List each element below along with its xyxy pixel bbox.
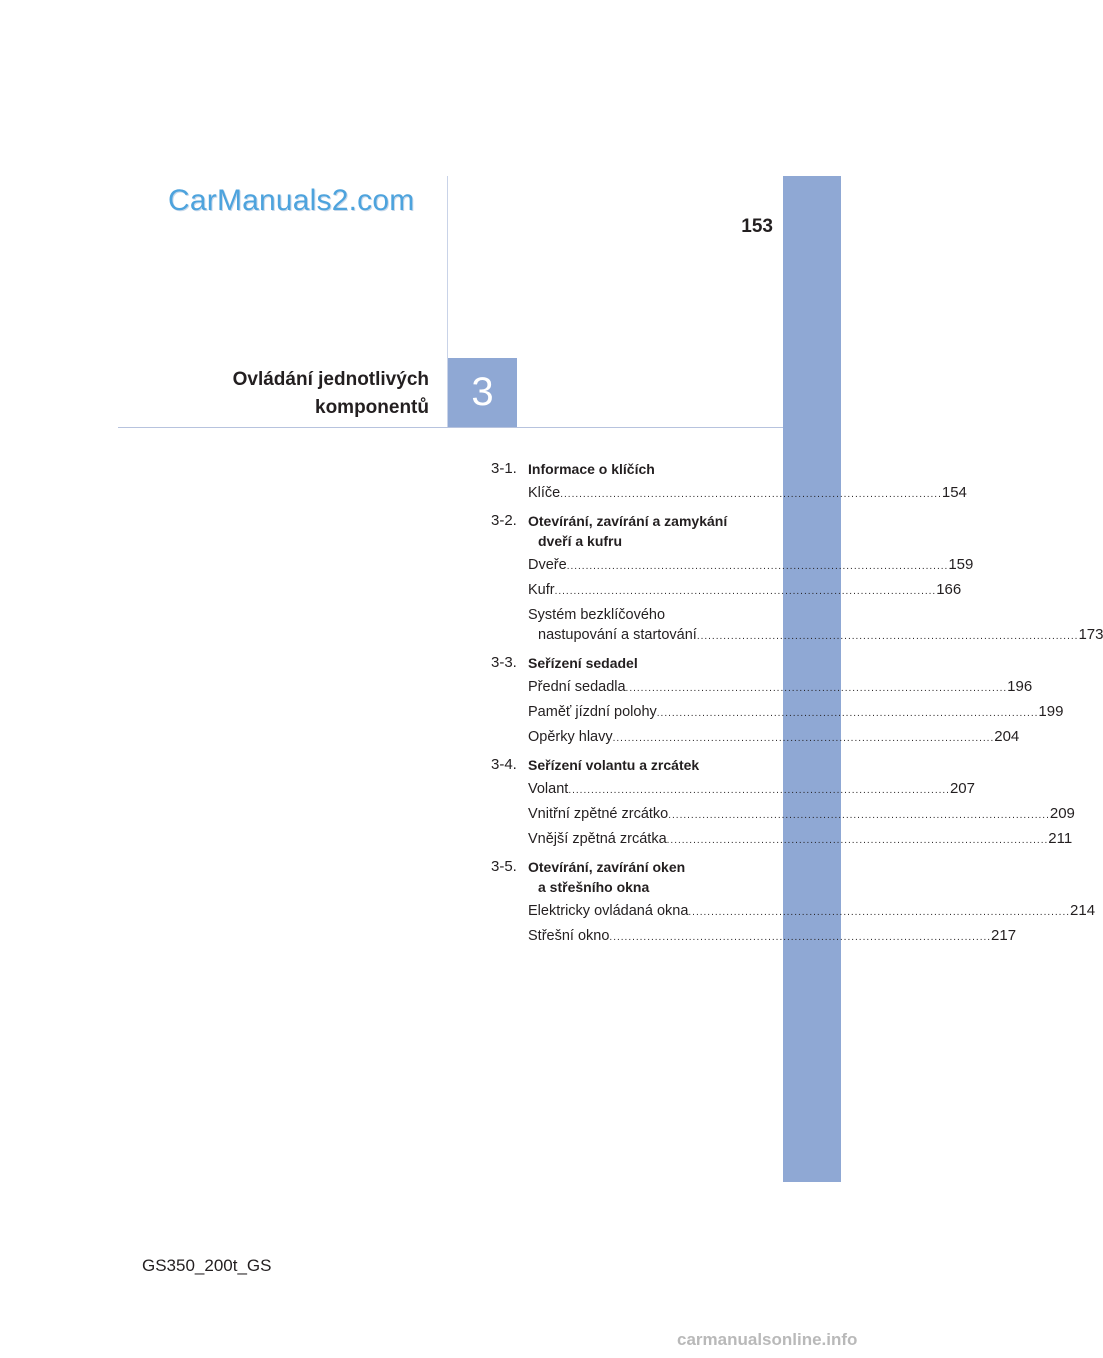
leader-dots: ..................................................................................................... <box>688 907 1071 918</box>
toc-entry[interactable] <box>528 580 962 600</box>
entry-title: Klíče <box>528 485 561 501</box>
section-number: 3-3. <box>491 654 517 671</box>
leader-dots: ..................................................................................................... <box>625 683 1008 694</box>
entry-page: 217 <box>991 927 1017 944</box>
entry-page: 211 <box>1048 830 1073 847</box>
entry-title: Opěrky hlavy <box>528 729 613 745</box>
section-title <box>528 857 685 897</box>
toc-section-heading[interactable] <box>491 857 739 897</box>
section-title <box>528 511 727 551</box>
toc-section <box>491 653 1064 747</box>
section-title <box>528 653 638 673</box>
entry-title: Volant <box>528 781 569 797</box>
toc-entry[interactable] <box>528 779 975 799</box>
leader-dots: ..................................................................................................... <box>696 631 1079 642</box>
section-title-line: Seřízení volantu a zrcátek <box>528 757 700 773</box>
toc-section <box>491 511 1103 645</box>
entry-page: 214 <box>1070 902 1096 919</box>
leader-dots: ..................................................................................................... <box>566 561 949 572</box>
section-title-line: dveří a kufru <box>538 533 623 549</box>
leader-dots: ..................................................................................................... <box>554 586 937 597</box>
entry-title: Přední sedadla <box>528 679 626 695</box>
leader-dots: ..................................................................................................... <box>568 785 950 796</box>
section-title <box>528 459 655 479</box>
chapter-side-tab <box>783 176 841 1182</box>
watermark-link[interactable]: carmanualsonline.info <box>677 1330 858 1349</box>
toc-entry[interactable] <box>528 727 1020 747</box>
section-number: 3-5. <box>491 858 517 875</box>
entry-page: 159 <box>948 556 974 573</box>
entry-title: Dveře <box>528 557 567 573</box>
section-title-line: Otevírání, zavírání a zamykání <box>528 513 728 529</box>
horizontal-divider <box>118 427 783 428</box>
site-logo[interactable]: CarManuals2.com <box>168 184 415 217</box>
section-title-line: a střešního okna <box>538 879 650 895</box>
toc-entry[interactable] <box>528 829 1073 849</box>
toc-entry[interactable] <box>528 702 1064 722</box>
entry-page: 154 <box>941 484 967 501</box>
chapter-title-line: komponentů <box>315 397 429 418</box>
leader-dots: ..................................................................................................... <box>560 489 942 500</box>
section-number: 3-1. <box>491 460 517 477</box>
entry-title: Vnější zpětná zrcátka <box>528 831 667 847</box>
section-title-line: Informace o klíčích <box>528 461 655 477</box>
entry-title: Kufr <box>528 582 555 598</box>
leader-dots: ..................................................................................................... <box>656 708 1039 719</box>
toc-section-heading[interactable] <box>491 755 739 775</box>
toc-entry[interactable] <box>528 555 974 575</box>
page-number: 153 <box>741 216 773 237</box>
entry-page: 207 <box>949 780 975 797</box>
entry-page: 209 <box>1049 805 1075 822</box>
chapter-title-line: Ovládání jednotlivých <box>232 369 429 390</box>
section-title-line: Seřízení sedadel <box>528 655 638 671</box>
leader-dots: ..................................................................................................... <box>612 733 995 744</box>
section-number: 3-2. <box>491 512 517 529</box>
entry-page: 196 <box>1007 678 1033 695</box>
toc-section <box>491 755 1075 849</box>
entry-page: 166 <box>936 581 962 598</box>
model-code: GS350_200t_GS <box>142 1256 272 1275</box>
toc-section <box>491 459 967 503</box>
table-of-contents <box>491 459 1103 954</box>
toc-section-heading[interactable] <box>491 459 739 479</box>
leader-dots: ..................................................................................................... <box>668 810 1050 821</box>
leader-dots: ..................................................................................................... <box>666 835 1049 846</box>
entry-title: Střešní okno <box>528 928 610 944</box>
toc-entry[interactable] <box>528 901 1096 921</box>
entry-page: 173 <box>1078 626 1103 643</box>
toc-entry[interactable] <box>528 605 1103 645</box>
section-title-line: Otevírání, zavírání oken <box>528 859 686 875</box>
entry-page: 204 <box>994 728 1020 745</box>
toc-entry[interactable] <box>528 926 1017 946</box>
entry-title: Paměť jízdní polohy <box>528 704 657 720</box>
section-title <box>528 755 699 775</box>
chapter-title <box>233 366 429 422</box>
entry-title: nastupování a startování <box>538 627 697 643</box>
toc-section-heading[interactable] <box>491 511 739 551</box>
toc-entry[interactable] <box>528 483 967 503</box>
section-number: 3-4. <box>491 756 517 773</box>
entry-title: Vnitřní zpětné zrcátko <box>528 806 669 822</box>
toc-entry[interactable] <box>528 677 1033 697</box>
toc-section <box>491 857 1096 946</box>
entry-title-continuation <box>528 625 1103 645</box>
chapter-number-badge: 3 <box>448 358 517 427</box>
entry-title: Elektricky ovládaná okna <box>528 903 689 919</box>
entry-page: 199 <box>1038 703 1064 720</box>
leader-dots: ..................................................................................................... <box>609 932 992 943</box>
entry-title: Systém bezklíčového <box>528 607 666 623</box>
toc-section-heading[interactable] <box>491 653 739 673</box>
toc-entry[interactable] <box>528 804 1075 824</box>
